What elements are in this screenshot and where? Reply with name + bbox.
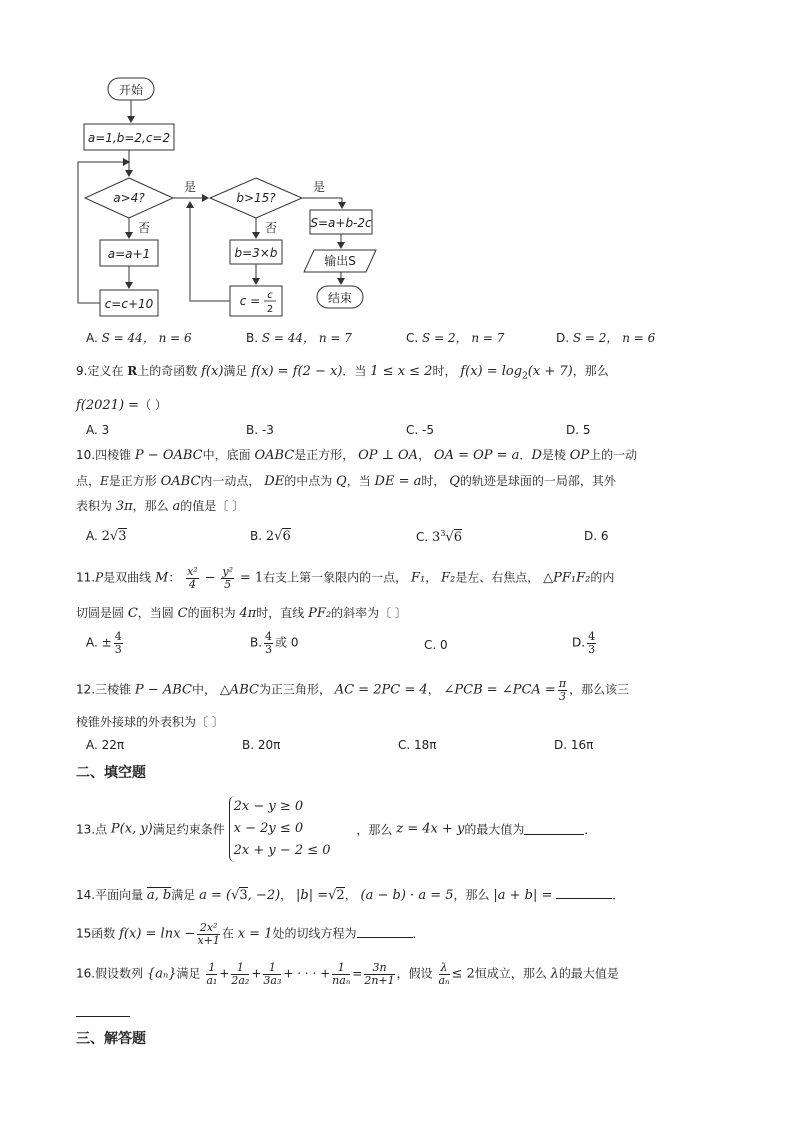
b-update-label: b=3×b [234,246,278,260]
section-fill-in-heading: 二、填空题 [76,765,146,781]
q9-option-b: B. -3 [246,423,274,437]
yes-label-1: 是 [184,180,197,194]
c-half-lhs: c = [239,294,261,308]
constraint-system: 2x − y ≥ 0 x − 2y ≤ 0 2x + y − 2 ≤ 0 [229,796,331,862]
no-label-1: 否 [138,221,151,235]
q10-option-d: D. 6 [584,529,609,543]
section-answer-heading: 三、解答题 [76,1031,146,1047]
q10-line3: 表积为 3π，那么 a的值是〔 〕 [76,499,245,514]
q16: 16.假设数列 {aₙ}满足 $\frac{1}{\text{a₁}}$ + $\frac{1}{\text{2a₂}}$ + $\frac{1}{\text{3a₃}}$ + · · · + $\frac{1}{\text{naₙ}}$ = $\frac{3n}{2n+1}$ ，假设 $\frac{\lambda}{\text{aₙ}}$ ≤ 2恒成立，那么 λ的最大值是 [76,961,619,987]
q12-option-a: A. 22π [86,738,125,752]
no-label-2: 否 [265,221,278,235]
q10-option-a: A. 2√3 [86,529,127,544]
q10-line1: 10.四棱锥 P − OABC中，底面 OABC是正方形， OP ⊥ OA， OA = OP = a．D是棱 OP上的一动 [76,448,638,463]
q14-answer-blank[interactable] [556,887,612,899]
cond1-label: a>4? [113,191,145,205]
q8-option-b: B. S = 44， n = 7 [246,331,352,345]
s-assign-label: S=a+b-2c [310,216,372,230]
q13: 13.点 P(x, y)满足约束条件 2x − y ≥ 0 x − 2y ≤ 0 2x + y − 2 ≤ 0 ，那么 z = 4x + y的最大值为 ． [76,796,596,862]
init-label: a=1,b=2,c=2 [87,131,171,145]
q9-option-c: C. -5 [406,423,434,437]
q9-line1: 9.定义在 R上的奇函数 f(x)满足 f(x) = f(2 − x)．当 1 ≤ x ≤ 2时， $f(x) = \log_2(x + 7)$，那么 [76,364,609,382]
q11-option-b: B. $\frac{4}{3}$ 或 0 [250,630,299,656]
q13-answer-blank[interactable] [524,823,584,835]
q9-option-d: D. 5 [566,423,591,437]
q11-option-d: D. $\frac{4}{3}$ [572,630,596,656]
q8-option-a: A. S = 44， n = 6 [86,331,192,345]
q12-option-c: C. 18π [398,738,437,752]
start-label: 开始 [118,83,144,97]
q8-option-c: C. S = 2， n = 7 [406,331,505,345]
q12-option-b: B. 20π [242,738,281,752]
q12-option-d: D. 16π [554,738,594,752]
q15: 15函数 f(x) = lnx − $\frac{\text{2x²}}{x+1}$ 在 x = 1处的切线方程为 ． [76,921,425,947]
q10-option-b: B. 2√6 [250,529,291,544]
q8-option-d: D. S = 2， n = 6 [556,331,656,345]
q11-line1: 11.P是双曲线 M： $\frac{\text{x²}}{4}$ − $\frac{\text{y²}}{5}$ = 1右支上第一象限内的一点， F₁， F₂是左、右焦点， △PF₁F₂的内 [76,565,615,591]
q11-option-a: A. ± $\frac{4}{3}$ [86,630,122,656]
a-update-label: a=a+1 [107,247,151,261]
q10-option-c: C. $3^3√6$ [416,529,462,545]
output-label: 输出S [324,254,356,268]
c-half-den: 2 [266,304,274,315]
q12-line1: 12.三棱锥 P − ABC中， △ABC为正三角形， AC = 2PC = 4， ∠PCB = ∠PCA = $\frac{\pi}{3}$ ，那么该三 [76,677,630,703]
q16-answer-blank[interactable] [76,1006,130,1017]
q10-line2: 点，E是正方形 OABC内一动点， DE的中点为 Q，当 DE = a时， Q的轨迹是球面的一局部，其外 [76,474,616,489]
end-label: 结束 [327,291,353,305]
yes-label-2: 是 [313,180,326,194]
q14: 14.平面向量 a, b满足 a = (√3, −2)， |b| =√2， (a − b) · a = 5，那么 |a + b| = ． [76,888,625,903]
q11-line2: 切圆是圆 C，当圆 C的面积为 4π时，直线 PF₂的斜率为〔 〕 [76,606,407,621]
q9-line2: f(2021) =（ ） [76,398,167,413]
cond2-label: b>15? [236,191,276,205]
flowchart [70,72,400,332]
q12-line2: 棱锥外接球的外表积为〔 〕 [76,715,224,729]
q11-option-c: C. 0 [424,638,448,652]
c-half-num: c [267,290,273,301]
q9-option-a: A. 3 [86,423,110,437]
c-update-label: c=c+10 [104,297,154,311]
q15-answer-blank[interactable] [357,926,413,938]
